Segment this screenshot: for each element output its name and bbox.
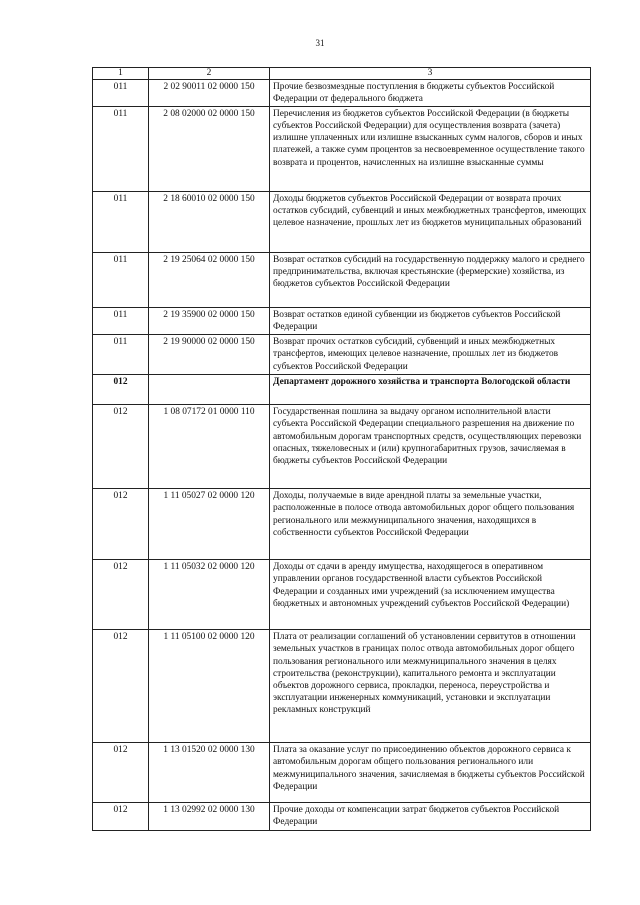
admin-code-cell: 012	[93, 803, 149, 831]
admin-code-cell: 012	[93, 743, 149, 803]
revenue-name-cell: Перечисления из бюджетов субъектов Российской Федерации (в бюджеты субъектов Российской Федерации) для осуществления возврата (зачета) излишне уплаченных или излишне взысканных сумм налогов, сборов и иных платежей, а также сумм процентов за несвоевременное осуществление такого возврата и процентов, начисленных на излишне взысканные суммы	[270, 107, 591, 192]
revenue-name-cell: Возврат остатков единой субвенции из бюджетов субъектов Российской Федерации	[270, 308, 591, 335]
admin-code-cell: 012	[93, 405, 149, 489]
admin-code-cell: 011	[93, 253, 149, 308]
admin-code-cell: 011	[93, 107, 149, 192]
department-row	[93, 375, 591, 405]
revenue-code-cell	[149, 375, 270, 405]
column-header: 3	[270, 68, 591, 80]
table-header-row	[93, 68, 591, 80]
table-row	[93, 335, 591, 375]
revenue-code-cell: 1 11 05032 02 0000 120	[149, 560, 270, 630]
column-header: 2	[149, 68, 270, 80]
revenue-name-cell: Доходы от сдачи в аренду имущества, находящегося в оперативном управлении органов государственной власти субъектов Российской Федерации и созданных ими учреждений (за исключением имущества бюджетных и автономных учреждений субъектов Российской Федерации)	[270, 560, 591, 630]
admin-code-cell: 012	[93, 375, 149, 405]
admin-code-cell: 011	[93, 80, 149, 107]
revenue-name-cell: Прочие доходы от компенсации затрат бюджетов субъектов Российской Федерации	[270, 803, 591, 831]
revenue-name-cell: Доходы, получаемые в виде арендной платы за земельные участки, расположенные в полосе отвода автомобильных дорог общего пользования регионального или межмуниципального значения, находящихся в собственности субъектов Российской Федерации	[270, 489, 591, 560]
revenue-name-cell: Плата за оказание услуг по присоединению объектов дорожного сервиса к автомобильным дорогам общего пользования регионального или межмуниципального значения, зачисляемая в бюджеты субъектов Российской Федерации	[270, 743, 591, 803]
revenue-name-cell: Государственная пошлина за выдачу органом исполнительной власти субъекта Российской Федерации специального разрешения на движение по автомобильным дорогам транспортных средств, осуществляющих перевозки опасных, тяжеловесных и (или) крупногабаритных грузов, зачисляемая в бюджеты субъектов Российской Федерации	[270, 405, 591, 489]
page-number: 31	[315, 38, 325, 48]
table-row	[93, 107, 591, 192]
table-row	[93, 253, 591, 308]
revenue-name-cell: Прочие безвозмездные поступления в бюджеты субъектов Российской Федерации от федерального бюджета	[270, 80, 591, 107]
revenue-code-cell: 1 11 05027 02 0000 120	[149, 489, 270, 560]
admin-code-cell: 011	[93, 335, 149, 375]
revenue-code-cell: 2 19 90000 02 0000 150	[149, 335, 270, 375]
table-row	[93, 192, 591, 253]
revenue-name-cell: Плата от реализации соглашений об установлении сервитутов в отношении земельных участков в границах полос отвода автомобильных дорог общего пользования регионального или межмуниципального значения в целях строительства (реконструкции), капитального ремонта и эксплуатации объектов дорожного сервиса, прокладки, переноса, переустройства и эксплуатации инженерных коммуникаций, установки и эксплуатации рекламных конструкций	[270, 630, 591, 743]
revenue-code-cell: 1 11 05100 02 0000 120	[149, 630, 270, 743]
revenue-name-cell: Возврат прочих остатков субсидий, субвенций и иных межбюджетных трансфертов, имеющих целевое назначение, прошлых лет из бюджетов субъектов Российской Федерации	[270, 335, 591, 375]
table-row	[93, 405, 591, 489]
admin-code-cell: 012	[93, 560, 149, 630]
table-row	[93, 803, 591, 831]
table-row	[93, 560, 591, 630]
admin-code-cell: 012	[93, 630, 149, 743]
table-row	[93, 80, 591, 107]
revenue-name-cell: Возврат остатков субсидий на государственную поддержку малого и среднего предпринимательства, включая крестьянские (фермерские) хозяйства, из бюджетов субъектов Российской Федерации	[270, 253, 591, 308]
table-row	[93, 308, 591, 335]
revenue-code-cell: 2 19 35900 02 0000 150	[149, 308, 270, 335]
revenue-code-cell: 2 02 90011 02 0000 150	[149, 80, 270, 107]
revenue-code-cell: 1 08 07172 01 0000 110	[149, 405, 270, 489]
table-row	[93, 489, 591, 560]
column-header: 1	[93, 68, 149, 80]
revenue-code-cell: 1 13 01520 02 0000 130	[149, 743, 270, 803]
admin-code-cell: 011	[93, 308, 149, 335]
admin-code-cell: 011	[93, 192, 149, 253]
revenue-code-cell: 2 08 02000 02 0000 150	[149, 107, 270, 192]
revenue-name-cell: Доходы бюджетов субъектов Российской Федерации от возврата прочих остатков субсидий, субвенций и иных межбюджетных трансфертов, имеющих целевое назначение, прошлых лет из бюджетов муниципальных образований	[270, 192, 591, 253]
table-row	[93, 743, 591, 803]
revenue-code-cell: 1 13 02992 02 0000 130	[149, 803, 270, 831]
table-body	[93, 68, 591, 831]
revenue-code-cell: 2 18 60010 02 0000 150	[149, 192, 270, 253]
revenue-codes-table	[92, 67, 591, 831]
table-row	[93, 630, 591, 743]
revenue-name-cell: Департамент дорожного хозяйства и транспорта Вологодской области	[270, 375, 591, 405]
revenue-code-cell: 2 19 25064 02 0000 150	[149, 253, 270, 308]
admin-code-cell: 012	[93, 489, 149, 560]
